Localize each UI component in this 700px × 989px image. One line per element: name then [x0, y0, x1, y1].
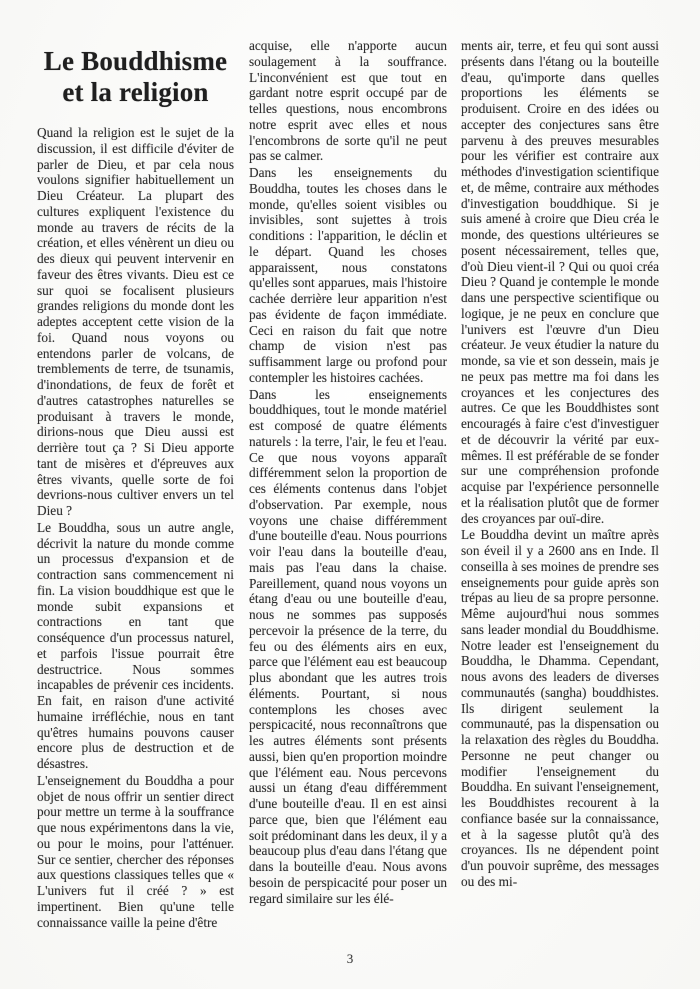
body-paragraph: Quand la religion est le sujet de la discussion, il est difficile d'éviter de parler de Dieu, et par cela nous voulons signifier habituellement un Dieu Créateur. La plupart des cultures expliquent l'existence du monde au travers de récits de la création, et elles vénèrent un dieu ou des dieux qui peuvent intervenir en faveur des êtres vivants. Dieu est ce sur quoi se focalisent plusieurs grandes religions du monde dont les adeptes acceptent cette vision de la foi. Quand nous voyons ou entendons parler de volcans, de tremblements de terre, de tsunamis, d'inondations, de feux de forêt et d'autres catastrophes naturelles se produisant à travers le monde, dirions-nous que Dieu aussi est derrière tout ça ? Si Dieu apporte tant de misères et d'épreuves aux êtres vivants, quelle sorte de foi devrions-nous cultiver envers un tel Dieu ? — [37, 125, 234, 518]
text-column-2 — [249, 38, 447, 948]
page-title-line-1: Le Bouddhisme — [43, 46, 228, 76]
body-paragraph: Le Bouddha, sous un autre angle, décrivit la nature du monde comme un processus d'expansion et de contraction sans commencement ni fin. La vision bouddhique est que le monde subit expansions et contractions en tant que conséquence d'un processus naturel, et parfois l'issue pourrait être destructrice. Nous sommes incapables de prévenir ces incidents. En fait, en raison d'une activité humaine irréfléchie, nous en tant qu'êtres humains pouvons causer encore plus de destruction et de désastres. — [37, 519, 234, 771]
page-number: 3 — [346, 951, 354, 966]
text-column-1 — [37, 42, 234, 947]
page-title-line-2: et la religion — [62, 77, 209, 107]
body-paragraph: Dans les enseignements bouddhiques, tout le monde matériel est composé de quatre éléments naturels : la terre, l'air, le feu et l'eau. Ce que nous voyons apparaît différemment selon la proportion de ces éléments contenus dans l'objet d'observation. Par exemple, nous voyons une chaise différemment d'une bouteille d'eau. Nous pourrions voir l'eau dans la bouteille d'eau, mais pas l'eau dans la chaise. Pareillement, quand nous voyons un étang d'eau ou une bouteille d'eau, nous ne sommes pas supposés percevoir la présence de la terre, du feu ou des éléments airs en eux, parce que l'élément eau est beaucoup plus abondant que les autres trois éléments. Pourtant, si nous contemplons les choses avec perspicacité, nous reconnaîtrons que les autres éléments sont présents aussi, bien qu'en proportion moindre que l'élément eau. Nous percevons aussi un étang d'eau différemment d'une bouteille d'eau. Il en est ainsi parce que, bien que l'élément eau soit prédominant dans les deux, il y a beaucoup plus d'eau dans l'étang que dans la bouteille d'eau. Nous avons besoin de perspicacité pour poser un regard similaire sur les élé- — [249, 386, 447, 906]
body-paragraph: ments air, terre, et feu qui sont aussi présents dans l'étang ou la bouteille d'eau, qu'importe dans quelles proportions les éléments se produisent. Croire en des idées ou accepter des conjectures sans être parvenu à des preuves mesurables pour les vérifier est contraire aux méthodes d'investigation scientifique et, de même, contraire aux méthodes d'investigation bouddhique. Si je suis amené à croire que Dieu créa le monde, des questions ultérieures se posent nécessairement, telles que, d'où Dieu vient-il ? Qui ou quoi créa Dieu ? Quand je contemple le monde dans une perspective scientifique ou logique, je ne peux en conclure que l'univers est l'œuvre d'un Dieu créateur. Je veux étudier la nature du monde, sa vie et son dessein, mais je ne peux pas mettre ma foi dans les croyances et les conjectures des autres. Ce que les Bouddhistes sont encouragés à faire c'est d'investiguer et de découvrir la vérité par eux-mêmes. Il est préférable de se fonder sur une compréhension profonde acquise par l'expérience personnelle et la réalisation plutôt que de former des croyances par ouï-dire. — [461, 38, 659, 526]
body-paragraph: L'enseignement du Bouddha a pour objet de nous offrir un sentier direct pour mettre un terme à la souffrance que nous expérimentons dans la vie, ou pour le moins, pour l'atténuer. Sur ce sentier, chercher des réponses aux questions classiques telles que « L'univers fut il créé ? » est impertinent. Bien qu'une telle connaissance vaille la peine d'être — [37, 772, 234, 930]
text-column-3 — [461, 38, 659, 948]
body-paragraph: acquise, elle n'apporte aucun soulagement à la souffrance. L'inconvénient est que tout en gardant notre esprit occupé par de telles questions, nous encombrons notre esprit avec elles et nous l'encombrons de sorte qu'il ne peut pas se calmer. — [249, 38, 447, 164]
body-paragraph: Dans les enseignements du Bouddha, toutes les choses dans le monde, qu'elles soient visibles ou invisibles, sont sujettes à trois conditions : l'apparition, le déclin et le départ. Quand les choses apparaissent, nous constatons qu'elles sont apparues, mais l'histoire cachée derrière leur apparition n'est pas évidente de façon immédiate. Ceci en raison du fait que notre champ de vision n'est pas suffisamment large ou profond pour contempler les histoires cachées. — [249, 165, 447, 385]
page-title — [37, 46, 234, 108]
body-paragraph: Le Bouddha devint un maître après son éveil il y a 2600 ans en Inde. Il conseilla à ses moines de prendre ses enseignements pour guide après son trépas au lieu de sa propre personne. Même aujourd'hui nous sommes sans leader mondial du Bouddhisme. Notre leader est l'enseignement du Bouddha, le Dhamma. Cependant, nous avons des leaders de diverses communautés (sangha) bouddhistes. Ils dirigent seulement la communauté, pas la dispensation ou la relaxation des règles du Bouddha. Personne ne peut changer ou modifier l'enseignement du Bouddha. En suivant l'enseignement, les Bouddhistes recourent à la confiance basée sur la connaissance, et à la sagesse plutôt qu'à des croyances. Ils ne dépendent point d'un pouvoir suprême, des messages ou des mi- — [461, 527, 659, 889]
